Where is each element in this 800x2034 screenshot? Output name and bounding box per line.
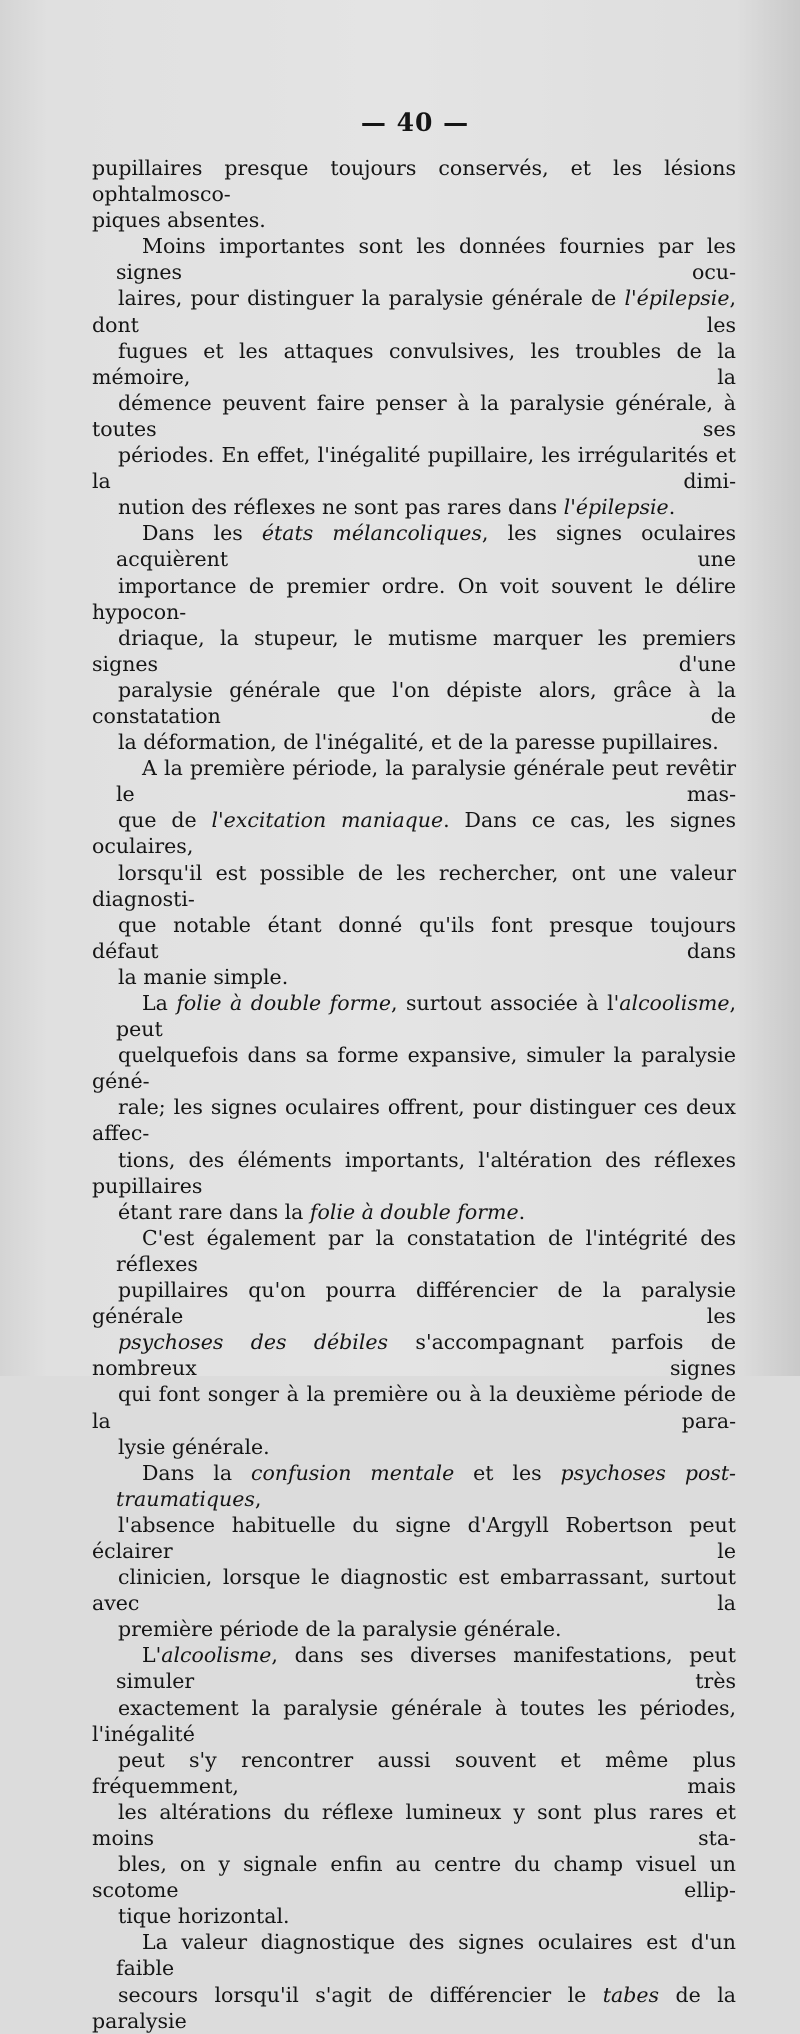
text-line: pupillaires qu'on pourra différencier de la paralysie générale les xyxy=(92,1278,736,1329)
text-line: L'alcoolisme, dans ses diverses manifestations, peut simuler très xyxy=(116,1643,736,1694)
text-line: lorsqu'il est possible de les rechercher, ont une valeur diagnosti- xyxy=(92,860,736,911)
text-line: driaque, la stupeur, le mutisme marquer les premiers signes d'une xyxy=(92,625,736,676)
text-line: C'est également par la constatation de l'intégrité des réflexes xyxy=(116,1225,736,1276)
text-line: qui font songer à la première ou à la deuxième période de la para- xyxy=(92,1382,736,1433)
text-line: piques absentes. xyxy=(92,208,266,233)
paragraph xyxy=(92,233,736,520)
text-line: la déformation, de l'inégalité, et de la paresse pupillaires. xyxy=(118,730,719,755)
text-line: que de l'excitation maniaque. Dans ce cas, les signes oculaires, xyxy=(92,808,736,859)
text-line: l'absence habituelle du signe d'Argyll Robertson peut éclairer le xyxy=(92,1512,736,1563)
text-line: laires, pour distinguer la paralysie générale de l'épilepsie, dont les xyxy=(92,286,736,337)
body-text xyxy=(92,155,736,2034)
text-line: bles, on y signale enfin au centre du champ visuel un scotome ellip- xyxy=(92,1852,736,1903)
text-line: La folie à double forme, surtout associée à l'alcoolisme, peut xyxy=(116,991,736,1042)
text-line: exactement la paralysie générale à toutes les périodes, l'inégalité xyxy=(92,1695,736,1746)
text-line: périodes. En effet, l'inégalité pupillaire, les irrégularités et la dimi- xyxy=(92,443,736,494)
paragraph xyxy=(92,520,736,755)
text-line: première période de la paralysie générale. xyxy=(118,1617,562,1642)
text-line: que notable étant donné qu'ils font presque toujours défaut dans xyxy=(92,912,736,963)
paragraph xyxy=(92,990,736,1225)
text-line: les altérations du réflexe lumineux y sont plus rares et moins sta- xyxy=(92,1799,736,1850)
text-line: lysie générale. xyxy=(118,1434,270,1459)
text-line: fugues et les attaques convulsives, les troubles de la mémoire, la xyxy=(92,338,736,389)
text-line: démence peuvent faire penser à la paralysie générale, à toutes ses xyxy=(92,390,736,441)
paragraph xyxy=(92,755,736,990)
text-line: Dans la confusion mentale et les psychoses post-traumatiques, xyxy=(116,1460,736,1511)
text-line: pupillaires presque toujours conservés, et les lésions ophtalmosco- xyxy=(92,156,736,207)
paragraph xyxy=(92,155,736,233)
text-line: la manie simple. xyxy=(118,964,289,989)
text-line: importance de premier ordre. On voit souvent le délire hypocon- xyxy=(92,573,736,624)
text-line: tions, des éléments importants, l'altération des réflexes pupillaires xyxy=(92,1147,736,1198)
paragraph xyxy=(92,1929,736,2033)
text-line: Moins importantes sont les données fournies par les signes ocu- xyxy=(116,234,736,285)
page-number: — 40 — xyxy=(360,108,470,137)
text-line: Dans les états mélancoliques, les signes oculaires acquièrent une xyxy=(116,521,736,572)
text-line: A la première période, la paralysie générale peut revêtir le mas- xyxy=(116,756,736,807)
text-line: paralysie générale que l'on dépiste alors, grâce à la constatation de xyxy=(92,677,736,728)
text-line: quelquefois dans sa forme expansive, simuler la paralysie géné- xyxy=(92,1043,736,1094)
text-line: nution des réflexes ne sont pas rares dans l'épilepsie. xyxy=(118,495,676,520)
text-line: tique horizontal. xyxy=(118,1904,290,1929)
paragraph xyxy=(92,1225,736,1460)
text-line: étant rare dans la folie à double forme. xyxy=(118,1199,526,1224)
paragraph xyxy=(92,1642,736,1929)
text-line: La valeur diagnostique des signes oculaires est d'un faible xyxy=(116,1930,736,1981)
text-line: rale; les signes oculaires offrent, pour distinguer ces deux affec- xyxy=(92,1095,736,1146)
text-line: psychoses des débiles s'accompagnant parfois de nombreux signes xyxy=(92,1330,736,1381)
text-line: clinicien, lorsque le diagnostic est embarrassant, surtout avec la xyxy=(92,1565,736,1616)
text-line: secours lorsqu'il s'agit de différencier le tabes de la paralysie xyxy=(92,1982,736,2033)
paragraph xyxy=(92,1460,736,1643)
text-line: peut s'y rencontrer aussi souvent et même plus fréquemment, mais xyxy=(92,1747,736,1798)
